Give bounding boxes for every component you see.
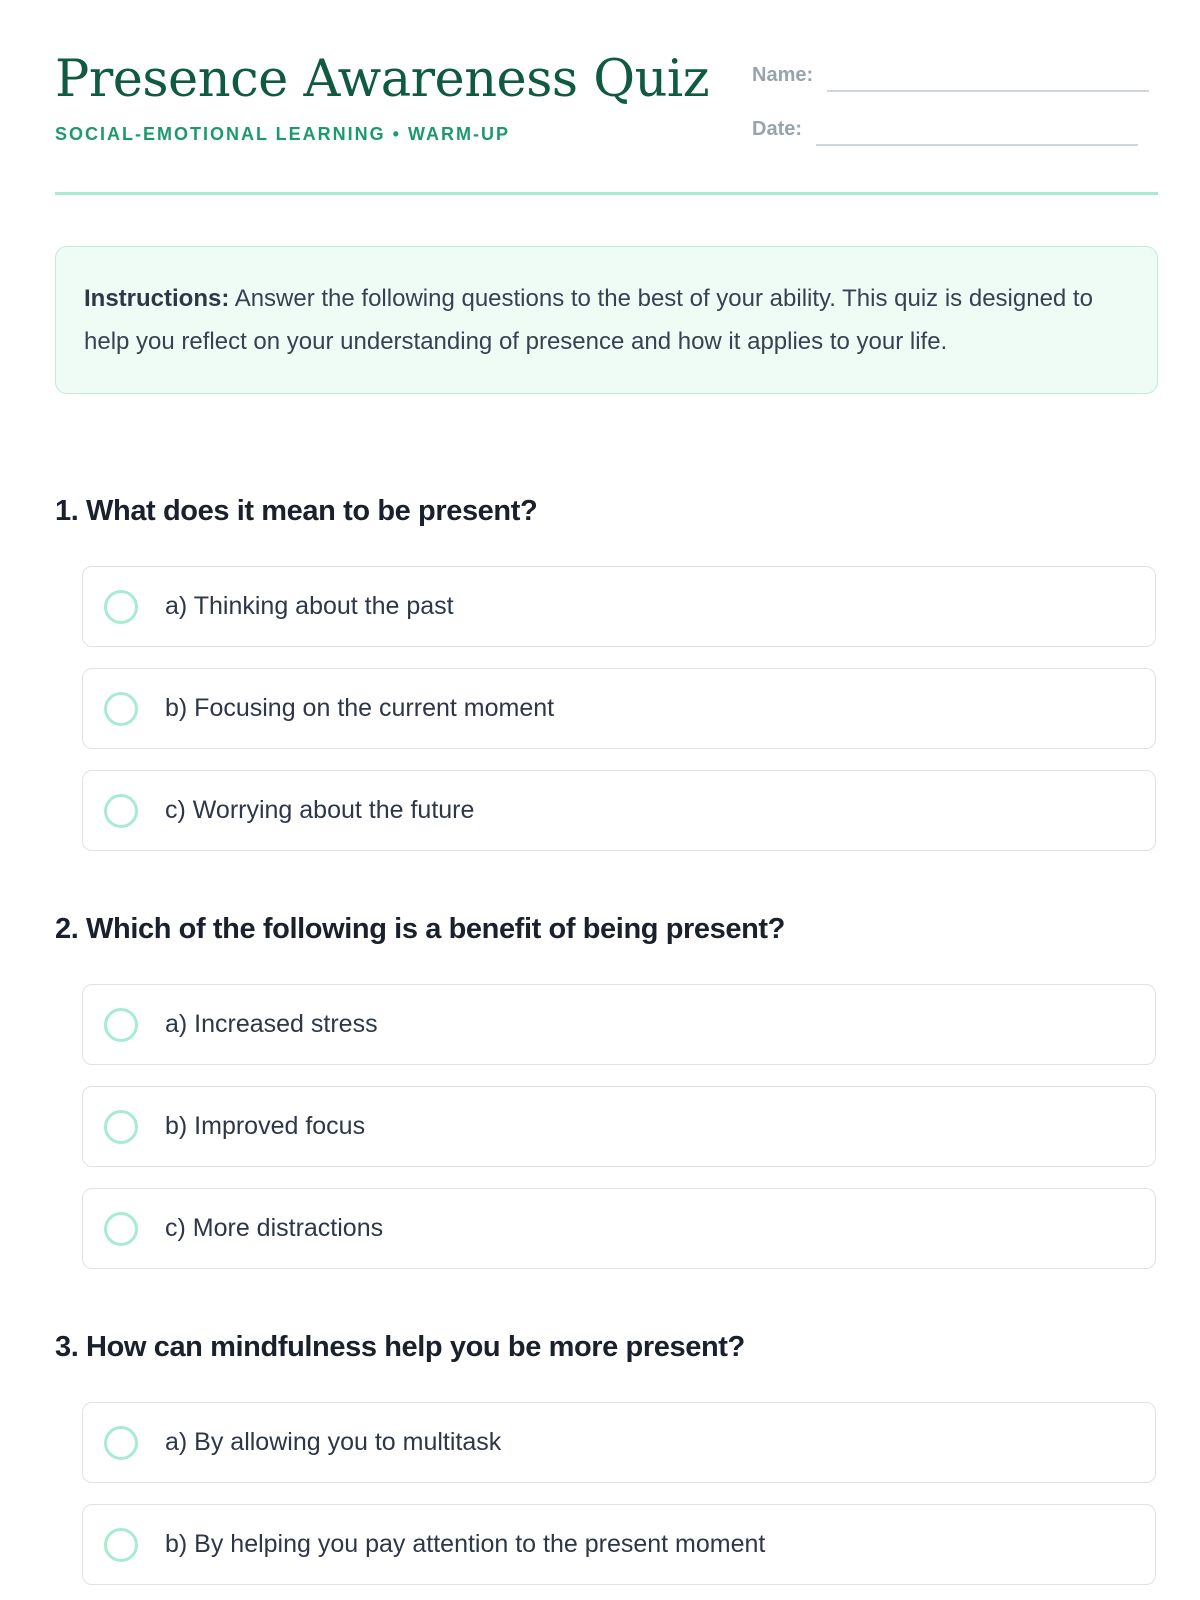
question-1 [55,495,1158,851]
radio-button[interactable] [104,1212,138,1246]
radio-button[interactable] [104,1426,138,1460]
question-3 [55,1331,1158,1585]
question-2 [55,913,1158,1269]
option-3a[interactable] [82,1402,1156,1483]
radio-button[interactable] [104,1528,138,1562]
name-field[interactable] [827,62,1149,92]
date-row [752,114,1138,146]
page-title: Presence Awareness Quiz [55,50,710,109]
option-label: b) Focusing on the current moment [165,694,555,722]
option-label: c) Worrying about the future [165,796,475,824]
option-label: c) More distractions [165,1214,384,1242]
option-1c[interactable] [82,770,1156,851]
instructions-text: Answer the following questions to the best of your ability. This quiz is designed to help you reflect on your understanding of presence and how it applies to your life. [84,285,1093,355]
option-label: b) By helping you pay attention to the present moment [165,1530,766,1558]
option-label: b) Improved focus [165,1112,366,1140]
quiz-header [55,0,1158,195]
quiz-page [55,0,1158,1558]
option-3b[interactable] [82,1504,1156,1585]
date-label: Date: [752,118,803,140]
option-1a[interactable] [82,566,1156,647]
option-label: a) Thinking about the past [165,592,454,620]
page-subtitle: SOCIAL-EMOTIONAL LEARNING • WARM-UP [55,124,510,144]
instructions-label: Instructions: [84,285,230,312]
option-label: a) Increased stress [165,1010,378,1038]
instructions-box [55,246,1158,394]
radio-button[interactable] [104,692,138,726]
radio-button[interactable] [104,1008,138,1042]
option-2b[interactable] [82,1086,1156,1167]
radio-button[interactable] [104,1110,138,1144]
question-title: 1. What does it mean to be present? [55,495,538,527]
name-row [752,60,1149,92]
option-2a[interactable] [82,984,1156,1065]
name-label: Name: [752,64,814,86]
option-2c[interactable] [82,1188,1156,1269]
radio-button[interactable] [104,794,138,828]
question-title: 3. How can mindfulness help you be more present? [55,1331,745,1363]
radio-button[interactable] [104,590,138,624]
option-label: a) By allowing you to multitask [165,1428,502,1456]
question-title: 2. Which of the following is a benefit of being present? [55,913,786,945]
date-field[interactable] [816,116,1138,146]
option-1b[interactable] [82,668,1156,749]
